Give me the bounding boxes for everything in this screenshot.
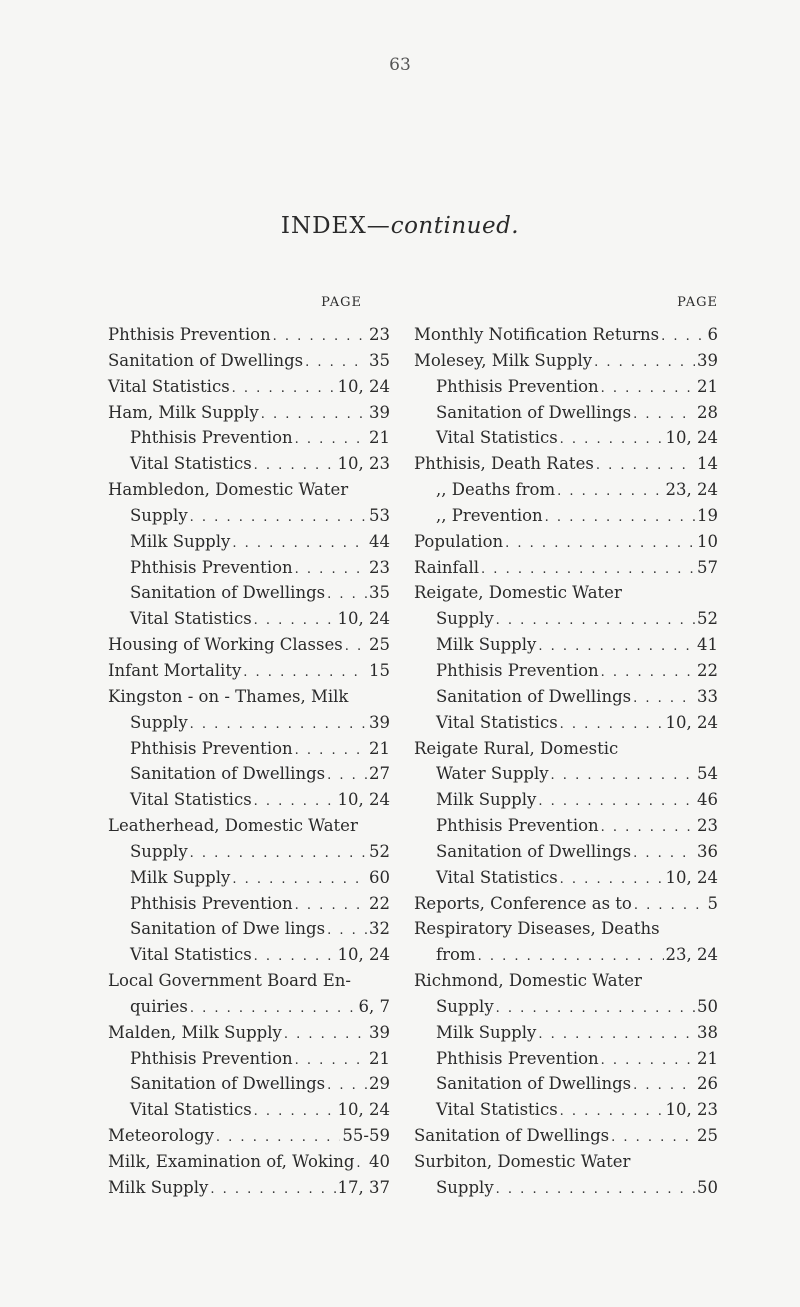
entry-page: 21 [697,376,718,396]
dot-leader [190,996,357,1022]
index-entry [108,865,390,891]
dot-leader [538,634,695,660]
dot-leader [254,453,336,479]
entry-page: 28 [697,402,718,422]
entry-label: Vital Statistics [436,428,558,448]
entry-label: Vital Statistics [436,712,558,732]
entry-page: 29 [369,1074,390,1094]
entry-page: 36 [697,841,718,861]
index-entry [108,451,390,477]
index-entry [108,1123,390,1149]
dot-leader [634,893,706,919]
entry-label: Infant Mortality [108,660,242,680]
entry-label: Milk Supply [436,790,537,810]
dot-leader [594,350,695,376]
index-entry [108,1046,390,1072]
dot-leader [611,1125,695,1151]
entry-page: 15 [369,660,390,680]
index-entry [108,891,390,917]
entry-page: 23, 24 [665,945,718,965]
entry-page: 53 [369,505,390,525]
index-entry [108,787,390,813]
entry-label: Vital Statistics [130,454,252,474]
index-entry [108,1020,390,1046]
page-column-label: PAGE [677,295,718,310]
entry-page: 40 [369,1152,390,1171]
entry-page: 22 [369,893,390,913]
entry-label: Vital Statistics [130,945,252,965]
dot-leader [327,918,367,944]
index-entry [108,555,390,581]
dot-leader [232,867,367,893]
entry-page: 35 [369,583,390,603]
entry-label: Surbiton, Domestic Water [414,1152,631,1171]
index-entry [414,580,718,606]
index-entry [414,658,718,684]
entry-label: Population [414,531,504,551]
dot-leader [633,1073,695,1099]
entry-label: Vital Statistics [436,867,558,887]
dot-leader [327,1073,367,1099]
entry-page: 10, 24 [665,428,718,448]
dot-leader [254,944,336,970]
entry-page: 38 [697,1022,718,1042]
entry-label: Sanitation of Dwellings [414,1126,610,1146]
entry-label: Vital Statistics [436,1100,558,1120]
entry-label: Milk Supply [436,1022,537,1042]
index-entry [414,1046,718,1072]
entry-label: Phthisis Prevention [108,325,271,344]
index-entries-left [108,322,390,1201]
entry-label: Sanitation of Dwellings [130,764,326,784]
entry-page: 6, 7 [358,996,390,1016]
entry-label: Sanitation of Dwellings [108,350,304,370]
entry-label: Milk Supply [108,1177,209,1197]
index-entry [414,736,718,762]
dot-leader [538,789,695,815]
entry-page: 54 [697,764,718,784]
dot-leader [551,763,695,789]
entry-label: Milk Supply [130,531,231,551]
entry-page: 32 [369,919,390,939]
index-entry [108,839,390,865]
entry-page: 33 [697,686,718,706]
entry-label: Phthisis Prevention [130,893,293,913]
index-entry [108,374,390,400]
dot-leader [633,686,695,712]
entry-page: 39 [369,402,390,422]
dot-leader [356,1151,367,1177]
entry-label: Sanitation of Dwellings [130,583,326,603]
index-entry [108,1149,390,1175]
index-entry [414,1097,718,1123]
index-entry [108,322,390,348]
index-entry [414,1149,718,1175]
entry-label: Vital Statistics [130,1100,252,1120]
dot-leader [601,660,695,686]
index-entry [108,684,390,710]
index-entry [108,736,390,762]
entry-label: Leatherhead, Domestic Water [108,816,358,836]
index-entry [414,891,718,917]
index-entry [414,477,718,503]
index-entry [414,555,718,581]
dot-leader [327,763,367,789]
entry-page: 23 [369,325,390,344]
index-entry [108,1071,390,1097]
entry-label: Sanitation of Dwe lings [130,919,326,939]
dot-leader [633,402,695,428]
entry-page: 21 [369,738,390,758]
dot-leader [295,557,367,583]
entry-label: Vital Statistics [108,376,230,396]
entry-label: Sanitation of Dwellings [130,1074,326,1094]
entry-page: 46 [697,790,718,810]
entry-page: 14 [697,454,718,474]
entry-page: 21 [697,1048,718,1068]
entry-label: Vital Statistics [130,609,252,629]
entry-page: 52 [369,841,390,861]
dot-leader [243,660,367,686]
entry-label: Phthisis Prevention [130,738,293,758]
index-entry [108,503,390,529]
index-entry [108,994,390,1020]
index-entry [108,606,390,632]
index-entry [414,942,718,968]
dot-leader [478,944,664,970]
entry-label: Milk, Examination of, Woking [108,1152,355,1171]
index-entry [108,1175,390,1201]
dot-leader [633,841,695,867]
entry-label: Kingston - on - Thames, Milk [108,686,349,706]
entry-page: 6 [707,325,718,344]
entry-page: 10, 24 [337,790,390,810]
index-entry [108,400,390,426]
entry-page: 10, 24 [337,945,390,965]
dot-leader [560,1099,664,1125]
dot-leader [190,841,367,867]
entry-label: Malden, Milk Supply [108,1022,282,1042]
dot-leader [481,557,695,583]
entry-label: Phthisis Prevention [130,557,293,577]
entry-label: Sanitation of Dwellings [436,841,632,861]
entry-label: Phthisis Prevention [436,660,599,680]
entry-page: 10, 24 [337,609,390,629]
entry-page: 21 [369,1048,390,1068]
entry-label: Reigate Rural, Domestic [414,738,619,758]
entry-page: 39 [369,712,390,732]
entry-page: 39 [369,1022,390,1042]
entry-page: 17, 37 [337,1177,390,1197]
dot-leader [496,996,695,1022]
entry-page: 23 [369,557,390,577]
entry-label: Sanitation of Dwellings [436,686,632,706]
entry-page: 21 [369,428,390,448]
dot-leader [601,815,695,841]
entry-label: Milk Supply [436,635,537,655]
entry-page: 26 [697,1074,718,1094]
dot-leader [496,608,695,634]
index-entry [414,710,718,736]
index-entry [108,425,390,451]
entry-page: 10, 23 [665,1100,718,1120]
entry-label: Housing of Working Classes [108,635,343,655]
entry-page: 22 [697,660,718,680]
index-column-left [108,295,390,1201]
index-entry [414,425,718,451]
entry-page: 25 [369,635,390,655]
dot-leader [261,402,367,428]
dot-leader [216,1125,341,1151]
index-entry [108,529,390,555]
dot-leader [345,634,367,660]
entry-page: 19 [697,505,718,525]
entry-label: Phthisis Prevention [130,1048,293,1068]
entry-page: 23, 24 [665,480,718,500]
entry-page: 10, 24 [665,867,718,887]
entry-label: Phthisis, Death Rates [414,454,594,474]
entry-page: 35 [369,350,390,370]
index-entry [108,477,390,503]
index-column-right [414,295,718,1201]
index-entry [108,942,390,968]
index-entry [414,839,718,865]
index-entry [414,348,718,374]
dot-leader [254,1099,336,1125]
heading-continued: continued. [390,213,520,239]
index-entry [414,1071,718,1097]
dot-leader [284,1022,367,1048]
dot-leader [560,427,664,453]
entry-label: Hambledon, Domestic Water [108,480,349,500]
index-entry [108,658,390,684]
entry-label: Supply [436,996,494,1016]
entry-label: quiries [130,996,188,1016]
entry-page: 25 [697,1126,718,1146]
dot-leader [210,1177,335,1203]
index-entry [414,761,718,787]
dot-leader [295,427,367,453]
index-entry [414,787,718,813]
index-entry [108,580,390,606]
entry-page: 50 [697,996,718,1016]
index-entry [414,968,718,994]
index-entries-right [414,322,718,1201]
index-entry [108,761,390,787]
entry-page: 5 [707,893,718,913]
page-column-label: PAGE [321,295,362,310]
index-entry [414,916,718,942]
index-entry [108,348,390,374]
entry-label: Vital Statistics [130,790,252,810]
entry-label: Supply [130,712,188,732]
index-entry [414,813,718,839]
entry-label: Supply [130,505,188,525]
entry-label: Supply [130,841,188,861]
index-entry [414,503,718,529]
dot-leader [295,738,367,764]
dot-leader [661,324,705,350]
dot-leader [560,712,664,738]
index-entry [108,1097,390,1123]
entry-label: Phthisis Prevention [130,428,293,448]
entry-label: Phthisis Prevention [436,816,599,836]
index-entry [414,632,718,658]
index-entry [414,374,718,400]
entry-label: Supply [436,609,494,629]
index-entry [108,968,390,994]
dot-leader [295,893,367,919]
entry-page: 52 [697,609,718,629]
dot-leader [327,582,367,608]
entry-page: 10, 24 [337,1100,390,1120]
entry-page: 39 [697,350,718,370]
dot-leader [254,789,336,815]
entry-page: 44 [369,531,390,551]
dot-leader [560,867,664,893]
entry-page: 10, 24 [337,376,390,396]
entry-label: Milk Supply [130,867,231,887]
entry-page: 57 [697,557,718,577]
entry-label: Sanitation of Dwellings [436,1074,632,1094]
entry-page: 55-59 [342,1126,390,1146]
index-entry [414,1175,718,1201]
entry-label: Local Government Board En- [108,971,351,991]
dot-leader [596,453,695,479]
dot-leader [190,712,367,738]
index-entry [414,994,718,1020]
entry-label: Phthisis Prevention [436,376,599,396]
dot-leader [190,505,367,531]
entry-label: Respiratory Diseases, Deaths [414,919,660,939]
index-entry [414,865,718,891]
index-entry [414,1123,718,1149]
entry-page: 10, 24 [665,712,718,732]
entry-page: 41 [697,635,718,655]
index-entry [414,606,718,632]
dot-leader [305,350,367,376]
entry-label: ,, Deaths from [436,480,556,500]
dot-leader [557,479,663,505]
dot-leader [538,1022,695,1048]
dot-leader [254,608,336,634]
entry-page: 10, 23 [337,454,390,474]
index-entry [414,451,718,477]
index-entry [414,684,718,710]
index-entry [108,813,390,839]
entry-label: Rainfall [414,557,480,577]
entry-label: ,, Prevention [436,505,543,525]
dot-leader [273,324,367,350]
entry-label: Sanitation of Dwellings [436,402,632,422]
dot-leader [295,1048,367,1074]
dot-leader [496,1177,695,1203]
entry-label: Meteorology [108,1126,214,1146]
entry-label: Water Supply [436,764,549,784]
entry-label: Phthisis Prevention [436,1048,599,1068]
dot-leader [505,531,695,557]
index-entry [108,632,390,658]
entry-page: 27 [369,764,390,784]
entry-label: Ham, Milk Supply [108,402,259,422]
entry-label: Supply [436,1177,494,1197]
entry-label: from [436,945,476,965]
entry-label: Reigate, Domestic Water [414,583,622,603]
index-entry [414,400,718,426]
dot-leader [545,505,695,531]
entry-page: 10 [697,531,718,551]
entry-label: Molesey, Milk Supply [414,350,593,370]
entry-label: Reports, Conference as to [414,893,632,913]
entry-page: 60 [369,867,390,887]
index-heading [0,213,800,239]
entry-page: 23 [697,816,718,836]
dot-leader [601,1048,695,1074]
index-entry [414,1020,718,1046]
entry-label: Richmond, Domestic Water [414,971,642,991]
entry-label: Monthly Notification Returns [414,325,660,344]
index-entry [414,529,718,555]
dot-leader [232,376,336,402]
index-entry [414,322,718,348]
index-entry [108,710,390,736]
entry-page: 50 [697,1177,718,1197]
index-entry [108,916,390,942]
dot-leader [601,376,695,402]
heading-main: INDEX— [280,213,391,239]
page-number: 63 [389,55,411,75]
dot-leader [232,531,367,557]
